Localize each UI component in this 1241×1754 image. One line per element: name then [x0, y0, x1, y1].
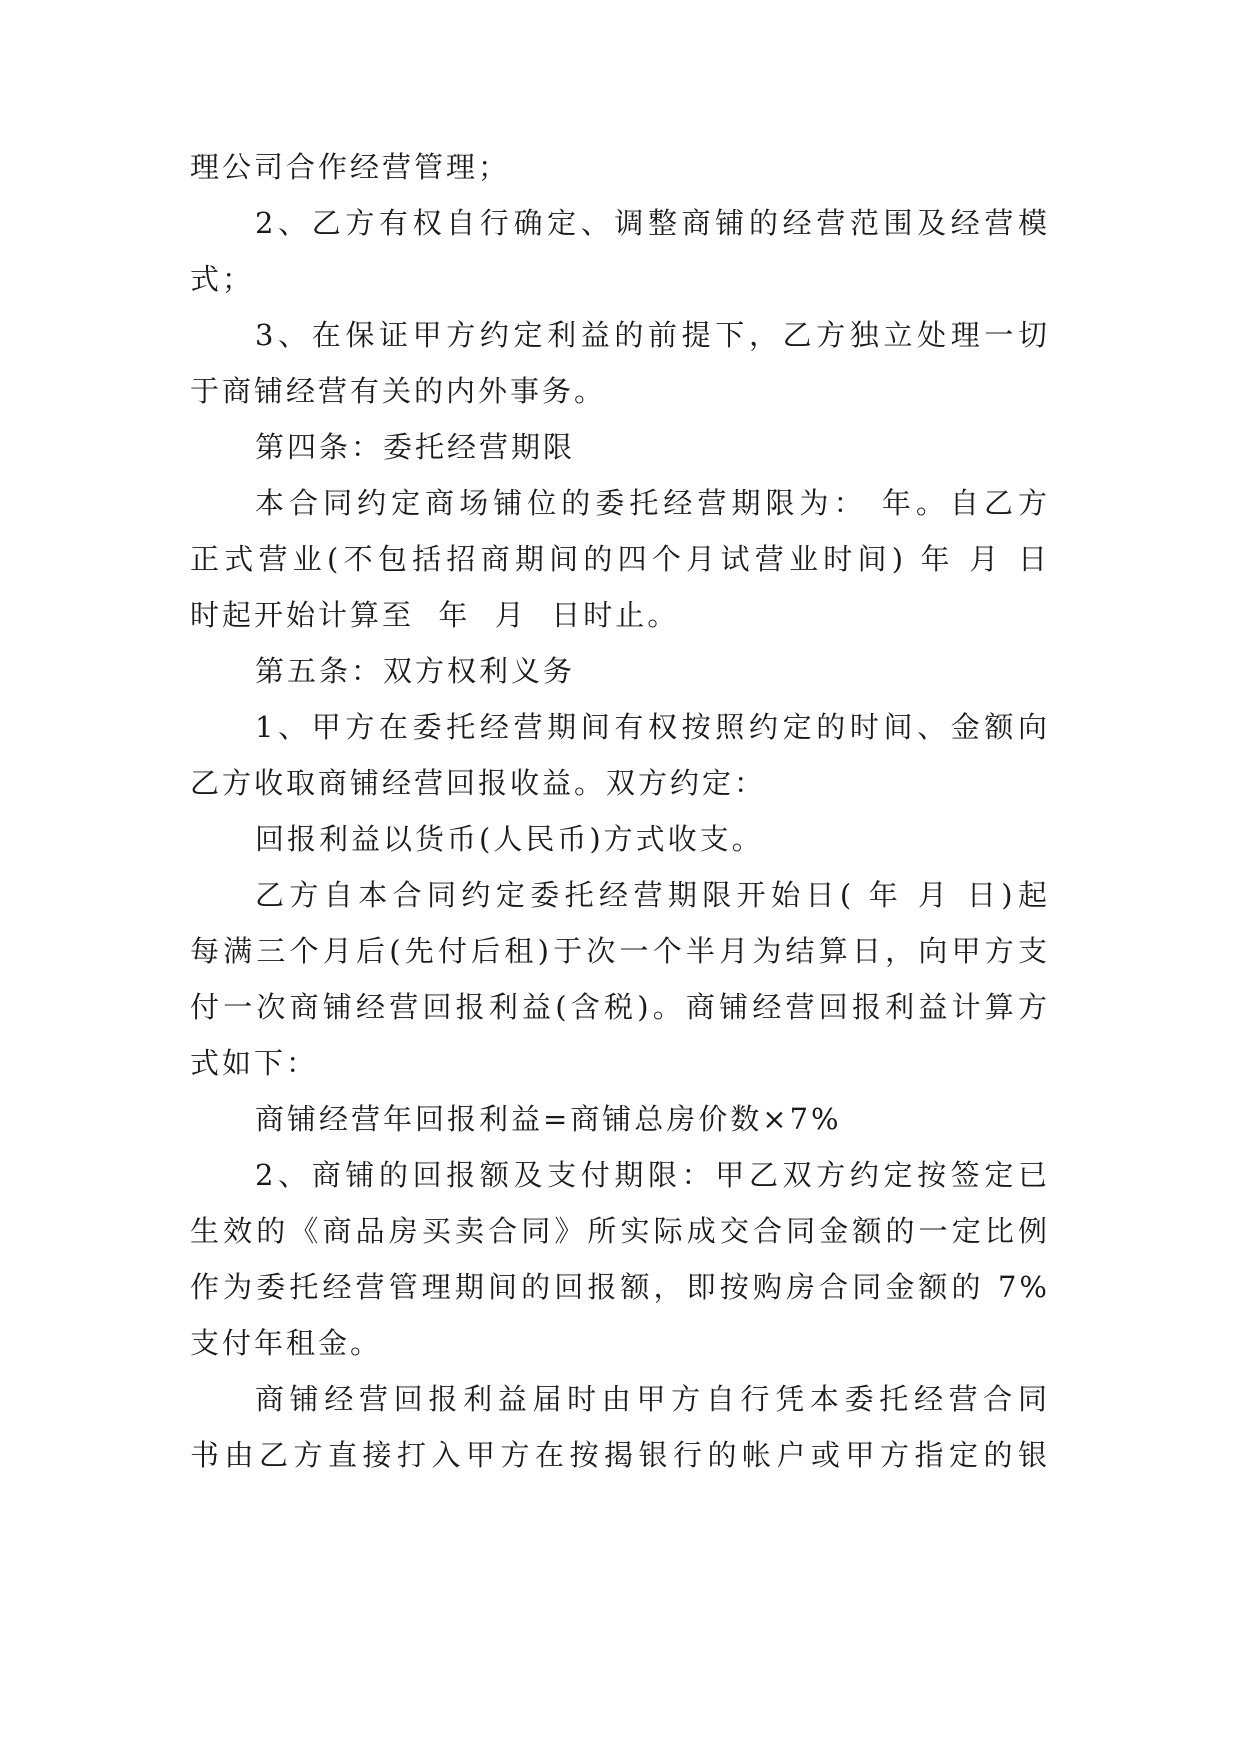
section-heading: 第四条：委托经营期限: [255, 430, 576, 464]
text-line: 每满三个月后(先付后租)于次一个半月为结算日，向甲方支: [190, 934, 1050, 968]
text-line: 付一次商铺经营回报利益(含税)。商铺经营回报利益计算方: [190, 990, 1050, 1024]
text-line: 乙方收取商铺经营回报收益。双方约定：: [190, 766, 767, 800]
text-line: 书由乙方直接打入甲方在按揭银行的帐户或甲方指定的银: [190, 1438, 1050, 1472]
text-line: 式如下：: [190, 1046, 319, 1080]
text-line: 正式营业(不包括招商期间的四个月试营业时间) 年 月 日: [190, 542, 1050, 576]
text-line: 3、在保证甲方约定利益的前提下，乙方独立处理一切: [255, 318, 1050, 352]
text-line: 式；: [190, 262, 255, 296]
text-line: 本合同约定商场铺位的委托经营期限为： 年。自乙方: [255, 486, 1050, 520]
text-line: 2、乙方有权自行确定、调整商铺的经营范围及经营模: [255, 206, 1050, 240]
text-line: 乙方自本合同约定委托经营期限开始日( 年 月 日)起: [255, 878, 1050, 912]
text-line: 作为委托经营管理期间的回报额，即按购房合同金额的 7%: [190, 1270, 1050, 1304]
section-heading: 第五条：双方权利义务: [255, 654, 576, 688]
text-line: 支付年租金。: [190, 1326, 383, 1360]
formula-line: 商铺经营年回报利益=商铺总房价数×7%: [255, 1102, 842, 1136]
text-line: 生效的《商品房买卖合同》所实际成交合同金额的一定比例: [190, 1214, 1050, 1248]
text-line: 于商铺经营有关的内外事务。: [190, 374, 607, 408]
text-line: 1、甲方在委托经营期间有权按照约定的时间、金额向: [255, 710, 1050, 744]
text-line: 商铺经营回报利益届时由甲方自行凭本委托经营合同: [255, 1382, 1050, 1416]
text-line: 时起开始计算至 年 月 日时止。: [190, 598, 680, 632]
text-line: 2、商铺的回报额及支付期限：甲乙双方约定按签定已: [255, 1158, 1050, 1192]
text-line: 回报利益以货币(人民币)方式收支。: [255, 822, 764, 856]
text-line: 理公司合作经营管理；: [190, 150, 511, 184]
